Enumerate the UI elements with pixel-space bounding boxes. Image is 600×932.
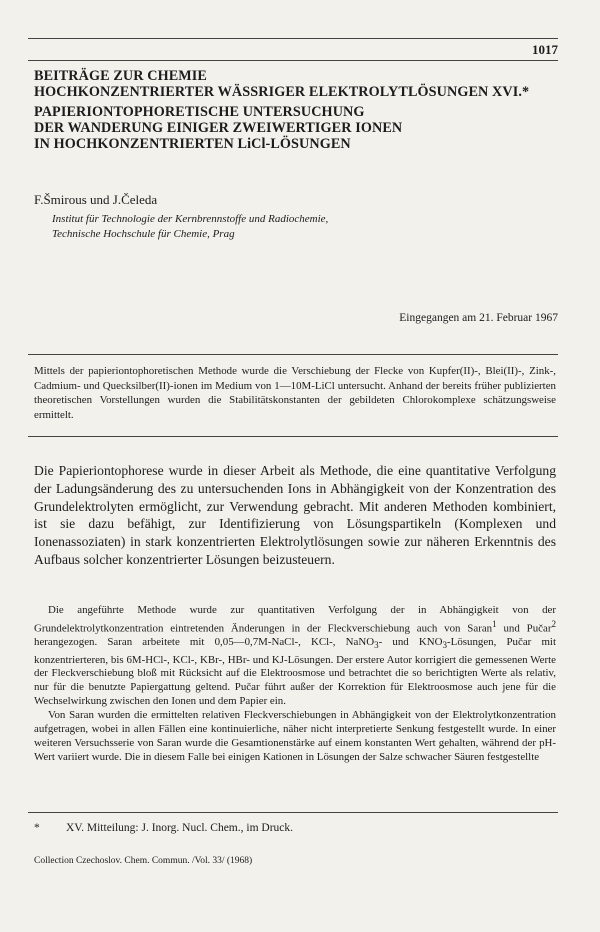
body-paragraph: Von Saran wurden die ermittelten relativen Fleckverschiebungen in Abhängigkeit von der Elektrolytkonzentration aufgetragen, wobei in allen Fällen eine kontinuierliche, näher nicht interpretierte Senkung festgestellt wurde. In einer weiteren Versuchsserie von Saran wurde die Gesamtionenstärke auf einem konstanten Wert gehalten, während der pH-Wert variiert wurde. Die in diesem Falle bei einigen Kationen in Lösungen der Salze schwacher Säuren festgestellte bbox=[34, 709, 556, 763]
footnote-text: XV. Mitteilung: J. Inorg. Nucl. Chem., im Druck. bbox=[66, 822, 294, 834]
affiliation-line: Technische Hochschule für Chemie, Prag bbox=[52, 228, 235, 240]
body-paragraph: Die angeführte Methode wurde zur quantitativen Verfolgung der in Abhängigkeit von der Grundelektrolytkonzentration eintretenden Änderungen in der Fleckverschiebung auch von Saran$^1$ und Pučar$^2$ herangezogen. Saran arbeitete mit 0,05—0,7M-NaCl-, KCl-, NaNO$_3$- und $KNO_3$-Lösungen, Pučar mit konzentrierteren, bis 6M-HCl-, KCl-, KBr-, HBr- und KJ-Lösungen. Der erstere Autor korrigiert die gemessenen Werte der Fleckverschiebung bloß mit Rücksicht auf die Elektroosmose und betrachtet die so berichtigten Werte als relativ, nur für die benutzte Papiergattung geltend. Pučar führt außer der Korrektion für Elektroosmose auch jene für die Wechselwirkung zwischen den Ionen und dem Papier ein. bbox=[34, 604, 557, 708]
reference-mark: 2 bbox=[551, 618, 557, 629]
header-rule bbox=[28, 38, 558, 39]
abstract-rule-bottom bbox=[28, 436, 558, 437]
abstract-rule-top bbox=[28, 354, 558, 355]
page-number: 1017 bbox=[532, 42, 558, 57]
journal-citation: Collection Czechoslov. Chem. Commun. /Vol. 33/ (1968) bbox=[34, 856, 253, 866]
footnote bbox=[34, 822, 293, 834]
subtitle-line: DER WANDERUNG EINIGER ZWEIWERTIGER IONEN bbox=[34, 120, 403, 136]
title-line: HOCHKONZENTRIERTER WÄSSRIGER ELEKTROLYTLÖSUNGEN XVI.* bbox=[34, 84, 530, 100]
article-subtitle bbox=[34, 104, 574, 152]
body-text bbox=[34, 604, 556, 765]
received-date: Eingegangen am 21. Februar 1967 bbox=[399, 312, 558, 324]
affiliation-line: Institut für Technologie der Kernbrennstoffe und Radiochemie, bbox=[52, 213, 329, 225]
subtitle-line: IN HOCHKONZENTRIERTEN LiCl-LÖSUNGEN bbox=[34, 136, 351, 152]
affiliation bbox=[52, 212, 328, 242]
footnote-rule bbox=[28, 812, 558, 813]
abstract: Mittels der papieriontophoretischen Methode wurde die Verschiebung der Flecke von Kupfer(II)-, Blei(II)-, Zink-, Cadmium- und Quecksilber(II)-ionen im Medium von 1—10M-LiCl untersucht. Anhand der bereits früher publizierten theoretischen Vorstellungen wurden die Stabilitätskonstanten der gebildeten Chlorokomplexe schätzungsweise ermittelt. bbox=[34, 365, 556, 421]
title-line: BEITRÄGE ZUR CHEMIE bbox=[34, 68, 207, 84]
header-rule-lower bbox=[28, 60, 558, 61]
footnote-mark: * bbox=[34, 822, 40, 834]
authors: F.Šmirous und J.Čeleda bbox=[34, 192, 158, 207]
reference-mark: 1 bbox=[492, 618, 497, 629]
intro-paragraph: Die Papieriontophorese wurde in dieser Arbeit als Methode, die eine quantitative Verfolgung der Ladungsänderung des zu untersuchenden Ions in Abhängigkeit von der Konzentration des Grundelektrolyten ermöglicht, zur Verwendung gebracht. Mit anderen Methoden kombiniert, ist sie dazu befähigt, zur Identifizierung von Lösungspartikeln (Komplexen und Ionenassoziaten) in stark konzentrierten Elektrolytlösungen sowie zur näheren Erkenntnis des Aufbaus solcher konzentrierter Lösungen beizusteuern. bbox=[34, 463, 556, 567]
subtitle-line: PAPIERIONTOPHORETISCHE UNTERSUCHUNG bbox=[34, 104, 365, 120]
article-title bbox=[34, 68, 574, 152]
